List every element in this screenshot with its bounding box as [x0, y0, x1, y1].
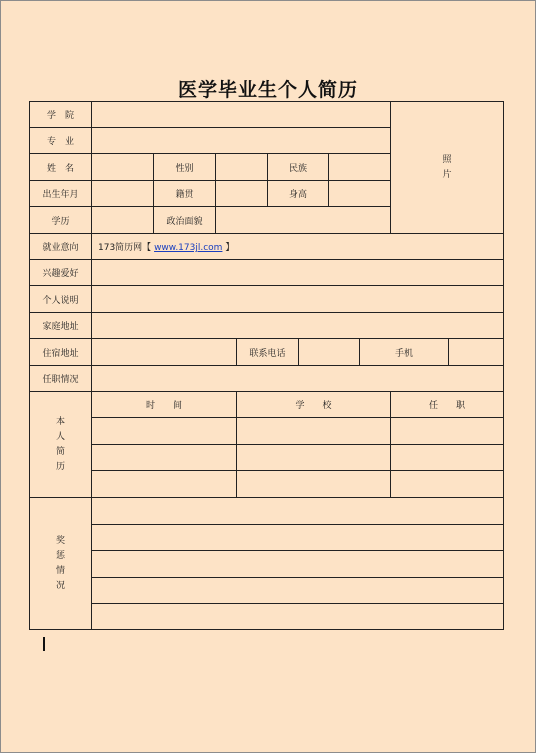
label-mobile: 手机: [360, 339, 449, 366]
label-hobbies: 兴趣爱好: [30, 260, 92, 286]
resume-position-cell[interactable]: [391, 471, 504, 498]
awards-char-2: 惩: [55, 550, 65, 561]
resume-time-cell[interactable]: [92, 471, 237, 498]
field-gender[interactable]: [216, 154, 268, 181]
label-birth: 出生年月: [30, 181, 92, 207]
label-self-description: 个人说明: [30, 286, 92, 313]
label-native-place: 籍贯: [154, 181, 216, 207]
field-hobbies[interactable]: [92, 260, 504, 286]
job-intention-link[interactable]: www.173jl.com: [154, 243, 223, 253]
label-home-address: 家庭地址: [30, 313, 92, 339]
field-phone[interactable]: [299, 339, 360, 366]
header-position: 任 职: [391, 392, 504, 418]
resume-char-3: 简: [55, 446, 65, 457]
resume-time-cell[interactable]: [92, 418, 237, 445]
field-name[interactable]: [92, 154, 154, 181]
field-college[interactable]: [92, 102, 391, 128]
label-current-address: 住宿地址: [30, 339, 92, 366]
resume-char-4: 历: [55, 461, 65, 472]
resume-school-cell[interactable]: [237, 418, 391, 445]
document-title: 医学毕业生个人简历: [177, 79, 358, 101]
label-political-status: 政治面貌: [154, 207, 216, 234]
label-resume: [30, 392, 92, 498]
awards-line[interactable]: [92, 498, 504, 525]
text-cursor: [43, 637, 45, 651]
label-awards: [30, 498, 92, 630]
field-major[interactable]: [92, 128, 391, 154]
label-job-intention: 就业意向: [30, 234, 92, 260]
label-ethnicity: 民族: [268, 154, 329, 181]
awards-line[interactable]: [92, 604, 504, 630]
job-intention-suffix: 】: [225, 243, 235, 253]
field-mobile[interactable]: [449, 339, 504, 366]
label-phone: 联系电话: [237, 339, 299, 366]
field-height[interactable]: [329, 181, 391, 207]
label-education: 学历: [30, 207, 92, 234]
resume-time-cell[interactable]: [92, 445, 237, 471]
field-current-address[interactable]: [92, 339, 237, 366]
resume-char-2: 人: [55, 431, 65, 442]
field-self-description[interactable]: [92, 286, 504, 313]
awards-char-4: 况: [55, 580, 65, 591]
field-home-address[interactable]: [92, 313, 504, 339]
awards-line[interactable]: [92, 525, 504, 551]
label-height: 身高: [268, 181, 329, 207]
header-time: 时 间: [92, 392, 237, 418]
label-college: 学 院: [30, 102, 92, 128]
resume-char-1: 本: [55, 416, 65, 427]
label-name: 姓 名: [30, 154, 92, 181]
photo-box[interactable]: [391, 102, 504, 234]
label-positions: 任职情况: [30, 366, 92, 392]
field-ethnicity[interactable]: [329, 154, 391, 181]
photo-label-1: 照: [442, 154, 452, 165]
field-native-place[interactable]: [216, 181, 268, 207]
job-intention-prefix: 173简历网【: [98, 243, 152, 253]
resume-position-cell[interactable]: [391, 418, 504, 445]
resume-position-cell[interactable]: [391, 445, 504, 471]
resume-form-table: [29, 101, 504, 630]
field-job-intention[interactable]: [92, 234, 504, 260]
header-school: 学 校: [237, 392, 391, 418]
field-positions[interactable]: [92, 366, 504, 392]
photo-label-2: 片: [442, 169, 452, 180]
field-birth[interactable]: [92, 181, 154, 207]
awards-line[interactable]: [92, 578, 504, 604]
label-gender: 性别: [154, 154, 216, 181]
field-political-status[interactable]: [216, 207, 391, 234]
resume-school-cell[interactable]: [237, 445, 391, 471]
resume-school-cell[interactable]: [237, 471, 391, 498]
field-education[interactable]: [92, 207, 154, 234]
label-major: 专 业: [30, 128, 92, 154]
awards-line[interactable]: [92, 551, 504, 578]
awards-char-3: 情: [55, 565, 65, 576]
awards-char-1: 奖: [55, 535, 65, 546]
